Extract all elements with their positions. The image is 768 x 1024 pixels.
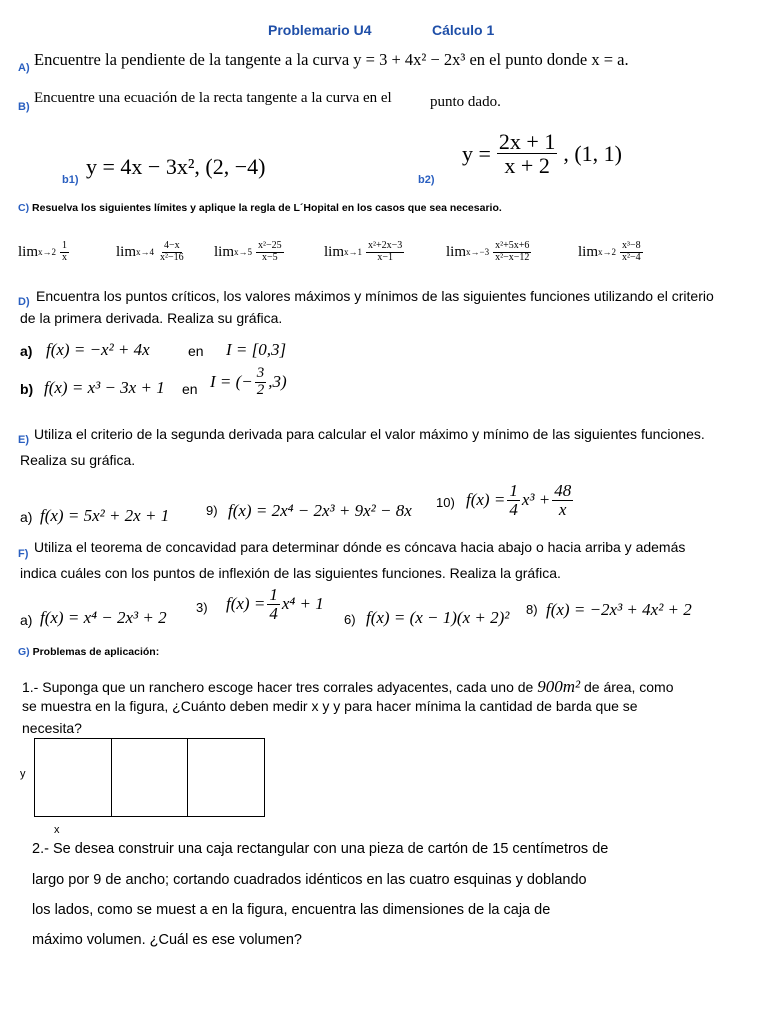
d-a-en: en	[188, 343, 204, 359]
e-10-frac2-num: 48	[554, 481, 572, 500]
section-c-text: Resuelva los siguientes límites y aplique la regla de L´Hopital en los casos que sea necesario.	[32, 202, 502, 214]
b2-lhs: y =	[462, 140, 491, 166]
lim-den: x²−x−12	[495, 251, 530, 263]
lim-sub: x→5	[234, 247, 253, 257]
f-8-expression: f(x) = −2x³ + 4x² + 2	[546, 600, 692, 619]
lim-sub: x→4	[136, 247, 155, 257]
lim-word: lim	[446, 243, 467, 260]
d-b-interval	[210, 366, 287, 399]
section-g-row	[18, 646, 159, 658]
limit-6	[578, 241, 645, 263]
section-b-label: B)	[18, 101, 30, 113]
interval-fraction	[255, 366, 267, 399]
e-10-frac2	[552, 482, 573, 519]
lim-fraction	[366, 241, 404, 263]
section-e-line2: Realiza su gráfica.	[20, 452, 136, 468]
f-3-num: 1	[269, 585, 278, 604]
lim-den: x²−16	[160, 251, 184, 263]
section-d-line1: Encuentra los puntos críticos, los valores máximos y mínimos de las siguientes funciones utilizando el criterio	[36, 288, 714, 304]
d-a-label: a)	[20, 343, 33, 359]
section-f-line2: indica cuáles con los puntos de inflexión de las siguientes funciones. Realiza la gráfica.	[20, 565, 561, 581]
section-g-text: Problemas de aplicación:	[32, 646, 160, 658]
lim-den: x	[62, 251, 68, 263]
f-3-den: 4	[269, 603, 278, 623]
lim-num: 1	[62, 240, 68, 251]
section-c-row	[18, 202, 502, 214]
lim-sub: x→2	[38, 247, 57, 257]
problem-2-line3: los lados, como se muest a en la figura, encuentra las dimensiones de la caja de	[32, 902, 551, 918]
b1-expression: y = 4x − 3x², (2, −4)	[86, 154, 266, 179]
lim-fraction	[620, 241, 643, 263]
lim-den: x²−4	[622, 251, 641, 263]
d-a-interval: I = [0,3]	[226, 340, 287, 359]
corral-divider-2	[187, 739, 188, 816]
e-10-label: 10)	[436, 495, 455, 510]
lim-word: lim	[214, 243, 235, 260]
e-10-frac2-den: x	[558, 499, 567, 519]
lim-fraction	[158, 241, 186, 263]
limit-5	[446, 241, 533, 263]
f-6-expression: f(x) = (x − 1)(x + 2)²	[366, 608, 510, 627]
d-b-expression: f(x) = x³ − 3x + 1	[44, 378, 165, 397]
f-3-post: x⁴ + 1	[281, 594, 324, 614]
e-9-expression: f(x) = 2x⁴ − 2x³ + 9x² − 8x	[228, 501, 412, 520]
interval-post: ,3)	[268, 372, 287, 392]
lim-num: x²+2x−3	[368, 240, 403, 251]
lim-fraction	[256, 241, 284, 263]
f-8-label: 8)	[526, 602, 538, 617]
b2-denominator: x + 2	[504, 153, 550, 179]
b2-point: , (1, 1)	[563, 140, 622, 166]
b2-fraction	[497, 130, 557, 177]
limit-2	[116, 241, 188, 263]
lim-num: 4−x	[164, 240, 180, 251]
lim-word: lim	[116, 243, 137, 260]
corral-divider-1	[111, 739, 112, 816]
figure-y-label: y	[20, 768, 26, 780]
limit-4	[324, 241, 406, 263]
e-a-expression: f(x) = 5x² + 2x + 1	[40, 506, 170, 525]
problem-1-line1-a: 1.- Suponga que un ranchero escoge hacer tres corrales adyacentes, cada uno de	[22, 679, 534, 695]
d-b-en: en	[182, 381, 198, 397]
section-d-label: D)	[18, 296, 30, 308]
b2-expression	[462, 130, 622, 177]
problem-1-line1-b: de área, como	[584, 679, 674, 695]
d-a-expression: f(x) = −x² + 4x	[46, 340, 150, 359]
interval-frac-num: 3	[256, 365, 265, 381]
f-3-fraction	[267, 586, 280, 623]
section-f-label: F)	[18, 548, 29, 560]
limit-1	[18, 241, 71, 263]
e-10-mid: x³ +	[521, 490, 551, 510]
figure-x-label: x	[54, 824, 60, 836]
e-10-expression	[466, 482, 575, 519]
section-c-label: C)	[18, 202, 30, 214]
lim-sub: x→2	[598, 247, 617, 257]
section-a-text: Encuentre la pendiente de la tangente a la curva y = 3 + 4x² − 2x³ en el punto donde x = a.	[34, 50, 629, 69]
b2-numerator: 2x + 1	[498, 129, 556, 154]
f-3-pre: f(x) =	[226, 594, 266, 614]
problem-1-area: 900m²	[537, 677, 581, 696]
section-b-text-end: punto dado.	[430, 94, 501, 110]
section-a-label: A)	[18, 62, 30, 74]
lim-word: lim	[578, 243, 599, 260]
b1-label: b1)	[62, 174, 79, 186]
d-b-label: b)	[20, 381, 34, 397]
document-title: Problemario U4	[268, 22, 372, 38]
f-3-expression	[226, 586, 324, 623]
lim-sub: x→−3	[466, 247, 490, 257]
problem-2-line2: largo por 9 de ancho; cortando cuadrados idénticos en las cuatro esquinas y doblando	[32, 872, 587, 888]
lim-num: x²+5x+6	[495, 240, 530, 251]
e-10-frac1-den: 4	[509, 499, 518, 519]
section-e-label: E)	[18, 434, 29, 446]
corral-figure	[34, 738, 265, 817]
lim-den: x−5	[262, 251, 278, 263]
section-g-label: G)	[18, 646, 30, 658]
f-a-expression: f(x) = x⁴ − 2x³ + 2	[40, 608, 167, 627]
b2-label: b2)	[418, 174, 435, 186]
lim-word: lim	[324, 243, 345, 260]
e-a-label: a)	[20, 509, 33, 525]
section-d-line2: de la primera derivada. Realiza su gráfica.	[20, 310, 283, 326]
e-10-pre: f(x) =	[466, 490, 506, 510]
f-3-label: 3)	[196, 600, 208, 615]
section-f-line1: Utiliza el teorema de concavidad para determinar dónde es cóncava hacia abajo o hacia arriba y además	[34, 539, 686, 555]
lim-num: x³−8	[622, 240, 641, 251]
f-a-label: a)	[20, 612, 33, 628]
problem-1-line2: se muestra en la figura, ¿Cuánto deben medir x y y para hacer mínima la cantidad de barda que se	[22, 698, 638, 714]
lim-sub: x→1	[344, 247, 363, 257]
interval-pre: I = (−	[210, 372, 253, 392]
problem-2-line4: máximo volumen. ¿Cuál es ese volumen?	[32, 932, 302, 948]
lim-word: lim	[18, 243, 39, 260]
section-b-text: Encuentre una ecuación de la recta tangente a la curva en el	[34, 90, 392, 106]
f-6-label: 6)	[344, 612, 356, 627]
e-10-frac1-num: 1	[509, 481, 518, 500]
document-subject: Cálculo 1	[432, 22, 495, 38]
interval-frac-den: 2	[256, 381, 265, 398]
e-9-label: 9)	[206, 503, 218, 518]
lim-num: x²−25	[258, 240, 282, 251]
lim-den: x−1	[377, 251, 393, 263]
problem-1-line3: necesita?	[22, 720, 82, 736]
lim-fraction	[493, 241, 531, 263]
e-10-frac1	[507, 482, 520, 519]
problem-2-line1: 2.- Se desea construir una caja rectangular con una pieza de cartón de 15 centímetros de	[32, 841, 609, 857]
section-e-line1: Utiliza el criterio de la segunda derivada para calcular el valor máximo y mínimo de las siguientes funciones.	[34, 426, 705, 442]
lim-fraction	[60, 241, 69, 263]
limit-3	[214, 241, 286, 263]
